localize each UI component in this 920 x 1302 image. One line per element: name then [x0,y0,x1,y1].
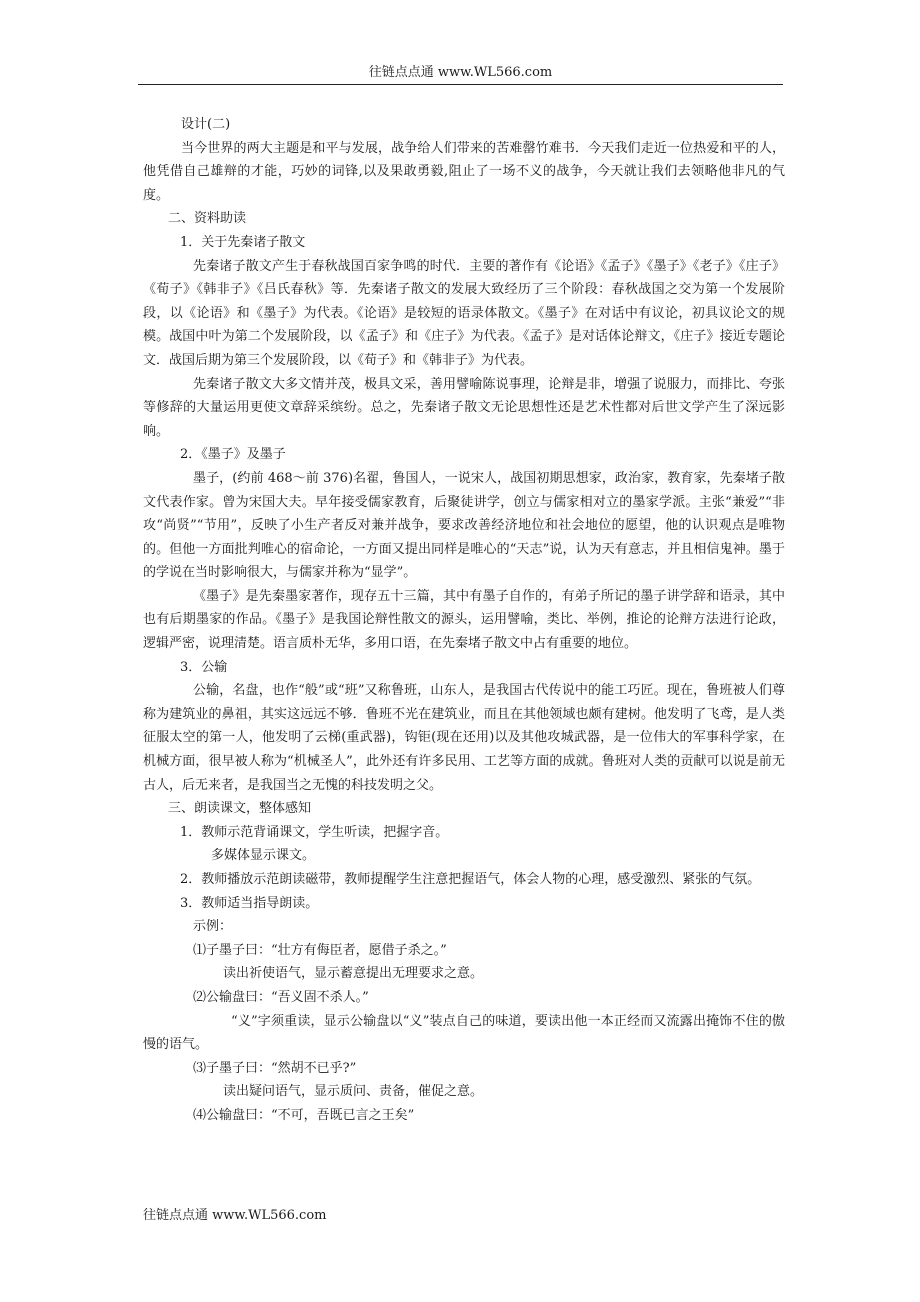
example-2-note: “义”字须重读，显示公输盘以“义”装点自己的味道，要读出他一本正经而又流露出掩饰不住的傲慢的语气。 [143,1013,785,1053]
example-4: ⑷公输盘曰：“不可，吾既已言之王矣” [193,1107,415,1123]
paragraph-mozi-1: 墨子，(约前 468～前 376)名翟，鲁国人，一说宋人，战国初期思想家，政治家，教育家，先秦堵子散文代表作家。曾为宋国大夫。早年接受儒家教育，后聚徒讲学，创立与儒家相对立的墨家学派。主张“兼爱”“非攻“尚贤”“节用”，反映了小生产者反对兼并战争，要求改善经济地位和社会地位的愿望，他的认识观点是唯物的。但他一方面批判唯心的宿命论，一方面又提出同样是唯心的“天志”说，认为天有意志，并且相信鬼神。墨于的学说在当时影响很大，与儒家并称为“显学”。 [143,470,785,581]
design-title: 设计(二) [181,117,231,132]
intro-paragraph: 当今世界的两大主题是和平与发展，战争给人们带来的苦难罄竹难书．今天我们走近一位热爱和平的人，他凭借自己雄辩的才能，巧妙的词锋,以及果敢勇毅,阻止了一场不义的战争，今天就让我们去领略他非凡的气度。 [143,140,785,203]
step-1-note: 多媒体显示课文。 [211,848,316,864]
item-heading-gongshu: 3．公输 [180,659,228,675]
example-label: 示例： [193,919,233,935]
paragraph-zhuzi-1: 先秦诸子散文产生于春秋战国百家争鸣的时代．主要的著作有《论语》《孟子》《墨子》《老子》《庄子》《荀子》《韩非子》《吕氏春秋》等．先秦诸子散文的发展大致经历了三个阶段：春秋战国之交为第一个发展阶段，以《论语》和《墨子》为代表。《论语》是较短的语录体散文。《墨子》在对话中有议论，初具议论文的规模。战国中叶为第二个发展阶段，以《孟子》和《庄子》为代表。《孟子》是对话体论辩文，《庄子》接近专题论文．战国后期为第三个发展阶段，以《荀子》和《韩非子》为代表。 [143,258,785,368]
example-3: ⑶子墨子曰：“然胡不已乎?” [193,1060,357,1076]
section-heading-reading: 三、朗读课文，整体感知 [168,801,312,817]
item-heading-zhuzi: 1．关于先秦诸子散文 [180,234,306,250]
step-2: 2．教师播放示范朗读磁带，教师提醒学生注意把握语气，体会人物的心理，感受激烈、紧张的气氛。 [180,872,761,887]
example-2: ⑵公输盘曰：“吾义固不杀人。” [193,989,369,1005]
step-1: 1．教师示范背诵课文，学生听读，把握字音。 [180,824,449,840]
example-1: ⑴子墨子曰：“壮方有侮臣者，愿借子杀之。” [193,942,447,958]
document-body [143,113,785,1128]
paragraph-mozi-2: 《墨子》是先秦墨家著作，现存五十三篇，其中有墨子自作的，有弟子所记的墨子讲学辞和语录，其中也有后期墨家的作品。《墨子》是我国论辩性散文的源头，运用譬喻，类比、举例，推论的论辩方法进行论政，逻辑严密，说理清楚。语言质朴无华，多用口语，在先秦堵子散文中占有重要的地位。 [143,588,785,652]
item-heading-mozi: 2．《墨子》及墨子 [180,447,286,463]
step-3: 3．教师适当指导朗读。 [180,895,319,911]
example-3-note: 读出疑问语气，显示质问、责备，催促之意。 [223,1084,484,1100]
page-header: 往链点点通 www.WL566.com [368,65,553,80]
section-heading-materials: 二、资料助读 [168,211,247,227]
example-1-note: 读出祈使语气，显示蓄意提出无理要求之意。 [223,966,484,982]
paragraph-gongshu: 公输，名盘，也作“般”或“班”又称鲁班，山东人，是我国古代传说中的能工巧匠。现在，鲁班被人们尊称为建筑业的鼻祖，其实这远远不够．鲁班不光在建筑业，而且在其他领域也颇有建树。他发明了飞鸢，是人类征服太空的第一人，他发明了云梯(重武器)，钩钜(现在还用)以及其他攻城武器，是一位伟大的军事科学家，在机械方面，很早被人称为“机械圣人”，此外还有许多民用、工艺等方面的成就。鲁班对人类的贡献可以说是前无古人，后无来者，是我国当之无愧的科技发明之父。 [143,683,785,793]
page-footer: 往链点点通 www.WL566.com [143,1208,327,1223]
paragraph-zhuzi-2: 先秦诸子散文大多文情并茂，极具文采，善用譬喻陈说事理，论辩是非，增强了说服力，而排比、夸张等修辞的大量运用更使文章辞采缤纷。总之，先秦诸子散文无论思想性还是艺术性都对后世文学产生了深远影响。 [143,376,785,439]
header-divider [138,84,783,85]
